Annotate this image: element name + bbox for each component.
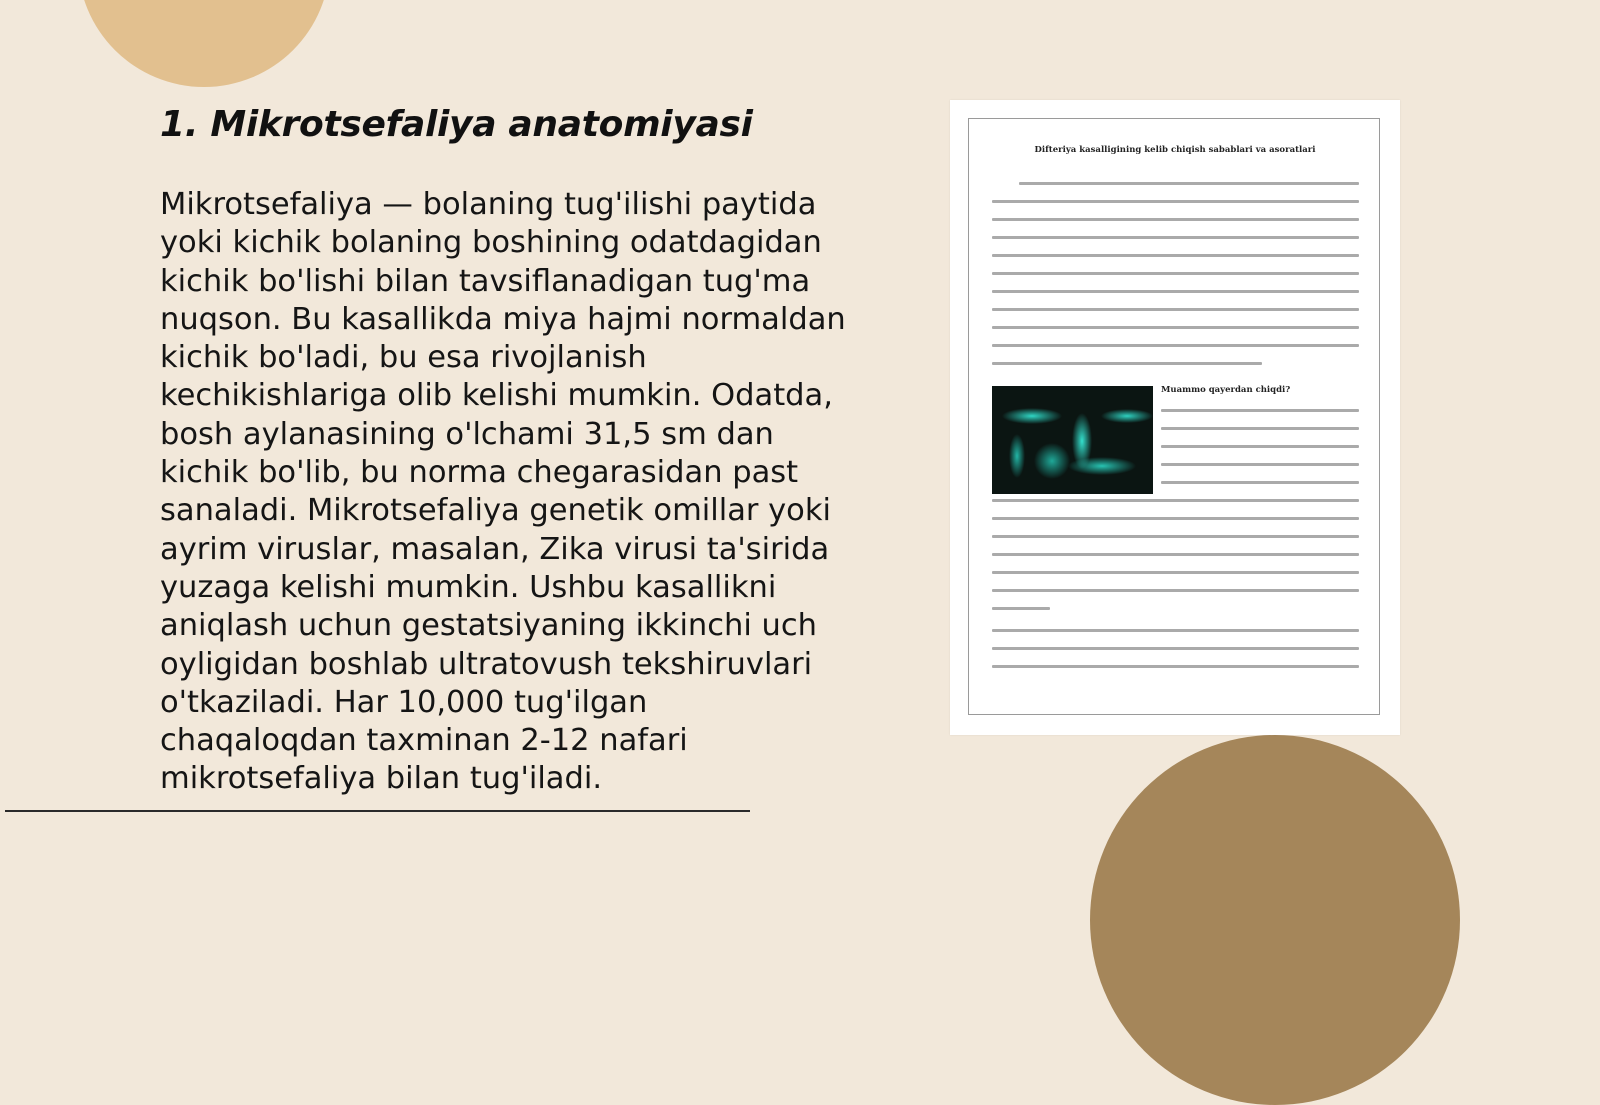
- document-text-line: [992, 535, 1359, 538]
- document-subheading: Muammo qayerdan chiqdi?: [1161, 385, 1291, 395]
- document-text-line: [992, 647, 1359, 650]
- slide-body-text: Mikrotsefaliya — bolaning tug'ilishi paytida yoki kichik bolaning boshining odatdagidan kichik bo'lishi bilan tavsiflanadigan tug'ma nuqson. Bu kasallikda miya hajmi normaldan kichik bo'ladi, bu esa rivojlanish kechikishlariga olib kelishi mumkin. Odatda, bosh aylanasining o'lchami 31,5 sm dan kichik bo'lib, bu norma chegarasidan past sanaladi. Mikrotsefaliya genetik omillar yoki ayrim viruslar, masalan, Zika virusi ta'sirida yuzaga kelishi mumkin. Ushbu kasallikni aniqlash uchun gestatsiyaning ikkinchi uch oyligidan boshlab ultratovush tekshiruvlari o'tkaziladi. Har 10,000 tug'ilgan chaqaloqdan taxminan 2-12 nafari mikrotsefaliya bilan tug'iladi.: [160, 187, 846, 797]
- document-page-frame: [968, 118, 1380, 715]
- decorative-circle-top: [78, 0, 330, 87]
- document-text-line: [1019, 182, 1359, 185]
- document-text-line: [1161, 427, 1359, 430]
- decorative-circle-bottom: [1090, 735, 1460, 1105]
- document-text-line: [992, 236, 1359, 239]
- document-text-line: [992, 200, 1359, 203]
- document-preview-image: [950, 100, 1400, 735]
- document-text-line: [992, 344, 1359, 347]
- document-text-line: [1161, 409, 1359, 412]
- document-text-line: [1161, 463, 1359, 466]
- document-text-line: [992, 589, 1359, 592]
- document-text-line: [992, 272, 1359, 275]
- document-title: Difteriya kasalligining kelib chiqish sabablari va asoratlari: [1034, 145, 1316, 155]
- document-text-line: [992, 571, 1359, 574]
- document-text-line: [992, 629, 1359, 632]
- slide-title: 1. Mikrotsefaliya anatomiyasi: [160, 104, 753, 145]
- divider-line: [5, 810, 750, 812]
- document-text-line: [992, 517, 1359, 520]
- document-text-line: [992, 665, 1359, 668]
- document-text-line: [992, 290, 1359, 293]
- document-text-line: [992, 553, 1359, 556]
- document-text-line: [992, 326, 1359, 329]
- document-text-line: [992, 254, 1359, 257]
- bacteria-micrograph-image: [992, 386, 1153, 494]
- document-text-line: [992, 218, 1359, 221]
- document-text-line: [992, 362, 1262, 365]
- document-text-line: [992, 499, 1359, 502]
- document-text-line: [1161, 445, 1359, 448]
- document-text-line: [1161, 481, 1359, 484]
- document-text-line: [992, 607, 1050, 610]
- document-text-line: [992, 308, 1359, 311]
